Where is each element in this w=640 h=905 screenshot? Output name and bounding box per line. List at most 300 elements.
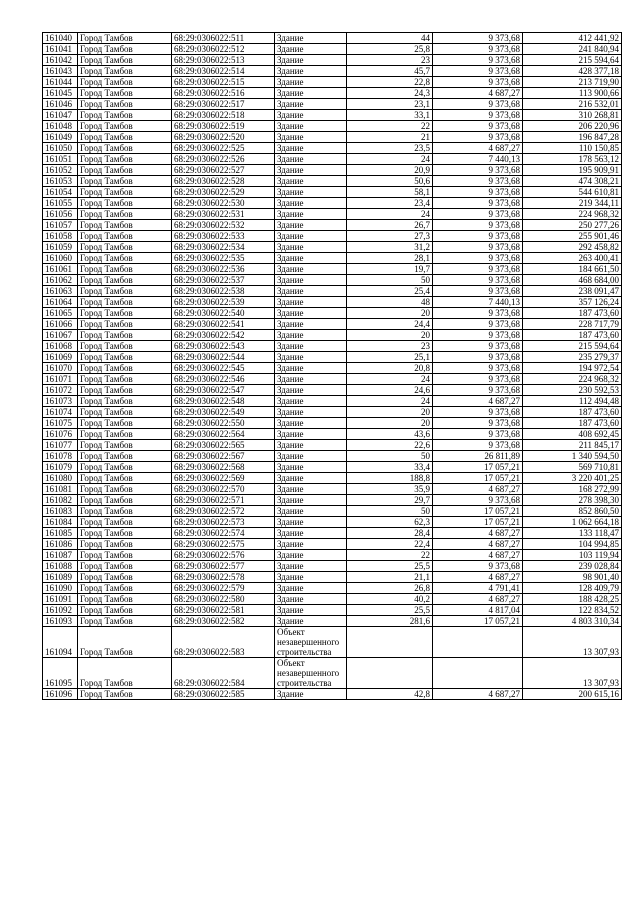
row-number-cell: 161057: [43, 220, 78, 231]
table-row: [43, 495, 622, 506]
unit-value-cell: 17 057,21: [433, 517, 523, 528]
table-row: [43, 658, 622, 689]
table-row: [43, 550, 622, 561]
area-cell: 24,3: [347, 88, 433, 99]
unit-value-cell: 9 373,68: [433, 330, 523, 341]
object-type-cell: Здание: [275, 220, 347, 231]
city-cell: Город Тамбов: [78, 429, 172, 440]
cadastral-number-cell: 68:29:0306022:517: [172, 99, 275, 110]
unit-value-cell: 9 373,68: [433, 110, 523, 121]
row-number-cell: 161042: [43, 55, 78, 66]
unit-value-cell: 4 687,27: [433, 88, 523, 99]
cadastral-value-cell: 3 220 401,25: [523, 473, 622, 484]
row-number-cell: 161058: [43, 231, 78, 242]
unit-value-cell: 9 373,68: [433, 429, 523, 440]
row-number-cell: 161087: [43, 550, 78, 561]
row-number-cell: 161062: [43, 275, 78, 286]
unit-value-cell: 4 687,27: [433, 550, 523, 561]
table-row: [43, 528, 622, 539]
cadastral-number-cell: 68:29:0306022:526: [172, 154, 275, 165]
unit-value-cell: 9 373,68: [433, 286, 523, 297]
table-row: [43, 407, 622, 418]
cadastral-value-cell: 219 344,11: [523, 198, 622, 209]
area-cell: 22,8: [347, 77, 433, 88]
cadastral-value-cell: 215 594,64: [523, 55, 622, 66]
cadastral-value-cell: 239 028,84: [523, 561, 622, 572]
unit-value-cell: 9 373,68: [433, 132, 523, 143]
area-cell: 50: [347, 451, 433, 462]
cadastral-value-cell: 195 909,91: [523, 165, 622, 176]
area-cell: 20: [347, 330, 433, 341]
cadastral-number-cell: 68:29:0306022:574: [172, 528, 275, 539]
unit-value-cell: 9 373,68: [433, 407, 523, 418]
unit-value-cell: 9 373,68: [433, 561, 523, 572]
cadastral-value-cell: 184 661,50: [523, 264, 622, 275]
object-type-cell: Здание: [275, 66, 347, 77]
cadastral-value-cell: 113 900,66: [523, 88, 622, 99]
area-cell: 40,2: [347, 594, 433, 605]
object-type-cell: Здание: [275, 352, 347, 363]
unit-value-cell: 9 373,68: [433, 385, 523, 396]
unit-value-cell: [433, 658, 523, 689]
table-row: [43, 275, 622, 286]
unit-value-cell: 26 811,89: [433, 451, 523, 462]
city-cell: Город Тамбов: [78, 528, 172, 539]
object-type-cell: Объект незавершенного строительства: [275, 658, 347, 689]
unit-value-cell: 9 373,68: [433, 44, 523, 55]
unit-value-cell: [433, 627, 523, 658]
city-cell: Город Тамбов: [78, 363, 172, 374]
object-type-cell: Здание: [275, 374, 347, 385]
object-type-cell: Здание: [275, 165, 347, 176]
table-row: [43, 176, 622, 187]
object-type-cell: Здание: [275, 418, 347, 429]
table-row: [43, 506, 622, 517]
cadastral-number-cell: 68:29:0306022:543: [172, 341, 275, 352]
area-cell: 50: [347, 275, 433, 286]
table-row: [43, 594, 622, 605]
object-type-cell: Здание: [275, 473, 347, 484]
area-cell: 23,1: [347, 99, 433, 110]
cadastral-value-cell: 194 972,54: [523, 363, 622, 374]
cadastral-value-cell: 241 840,94: [523, 44, 622, 55]
object-type-cell: Здание: [275, 242, 347, 253]
object-type-cell: Здание: [275, 561, 347, 572]
object-type-cell: Здание: [275, 341, 347, 352]
table-row: [43, 242, 622, 253]
object-type-cell: Здание: [275, 297, 347, 308]
row-number-cell: 161075: [43, 418, 78, 429]
city-cell: Город Тамбов: [78, 55, 172, 66]
city-cell: Город Тамбов: [78, 33, 172, 44]
row-number-cell: 161045: [43, 88, 78, 99]
unit-value-cell: 9 373,68: [433, 198, 523, 209]
object-type-cell: Здание: [275, 616, 347, 627]
table-row: [43, 253, 622, 264]
area-cell: 25,5: [347, 605, 433, 616]
city-cell: Город Тамбов: [78, 462, 172, 473]
table-row: [43, 583, 622, 594]
row-number-cell: 161068: [43, 341, 78, 352]
table-row: [43, 286, 622, 297]
unit-value-cell: 9 373,68: [433, 66, 523, 77]
table-row: [43, 154, 622, 165]
row-number-cell: 161077: [43, 440, 78, 451]
cadastral-value-cell: 544 610,81: [523, 187, 622, 198]
row-number-cell: 161061: [43, 264, 78, 275]
table-row: [43, 319, 622, 330]
area-cell: 50,6: [347, 176, 433, 187]
unit-value-cell: 9 373,68: [433, 176, 523, 187]
city-cell: Город Тамбов: [78, 407, 172, 418]
object-type-cell: Здание: [275, 143, 347, 154]
cadastral-value-cell: 357 126,24: [523, 297, 622, 308]
cadastral-number-cell: 68:29:0306022:519: [172, 121, 275, 132]
row-number-cell: 161053: [43, 176, 78, 187]
unit-value-cell: 9 373,68: [433, 352, 523, 363]
cadastral-value-cell: 1 340 594,50: [523, 451, 622, 462]
unit-value-cell: 4 687,27: [433, 689, 523, 700]
cadastral-value-cell: 215 594,64: [523, 341, 622, 352]
cadastral-value-cell: 128 409,79: [523, 583, 622, 594]
cadastral-value-cell: 230 592,53: [523, 385, 622, 396]
city-cell: Город Тамбов: [78, 385, 172, 396]
unit-value-cell: 9 373,68: [433, 165, 523, 176]
row-number-cell: 161095: [43, 658, 78, 689]
unit-value-cell: 9 373,68: [433, 308, 523, 319]
city-cell: Город Тамбов: [78, 264, 172, 275]
unit-value-cell: 9 373,68: [433, 253, 523, 264]
cadastral-number-cell: 68:29:0306022:528: [172, 176, 275, 187]
area-cell: 43,6: [347, 429, 433, 440]
cadastral-value-cell: 98 901,40: [523, 572, 622, 583]
unit-value-cell: 4 687,27: [433, 594, 523, 605]
area-cell: 281,6: [347, 616, 433, 627]
object-type-cell: Здание: [275, 495, 347, 506]
unit-value-cell: 9 373,68: [433, 99, 523, 110]
table-row: [43, 396, 622, 407]
unit-value-cell: 9 373,68: [433, 319, 523, 330]
row-number-cell: 161046: [43, 99, 78, 110]
object-type-cell: Здание: [275, 330, 347, 341]
cadastral-value-cell: 224 968,32: [523, 374, 622, 385]
city-cell: Город Тамбов: [78, 473, 172, 484]
row-number-cell: 161073: [43, 396, 78, 407]
city-cell: Город Тамбов: [78, 176, 172, 187]
cadastral-number-cell: 68:29:0306022:516: [172, 88, 275, 99]
city-cell: Город Тамбов: [78, 517, 172, 528]
area-cell: 24: [347, 209, 433, 220]
row-number-cell: 161048: [43, 121, 78, 132]
table-row: [43, 462, 622, 473]
object-type-cell: Здание: [275, 407, 347, 418]
object-type-cell: Здание: [275, 429, 347, 440]
object-type-cell: Здание: [275, 462, 347, 473]
row-number-cell: 161052: [43, 165, 78, 176]
row-number-cell: 161090: [43, 583, 78, 594]
table-row: [43, 44, 622, 55]
city-cell: Город Тамбов: [78, 121, 172, 132]
row-number-cell: 161069: [43, 352, 78, 363]
area-cell: 25,5: [347, 561, 433, 572]
row-number-cell: 161088: [43, 561, 78, 572]
cadastral-value-cell: 408 692,45: [523, 429, 622, 440]
cadastral-value-cell: 206 220,96: [523, 121, 622, 132]
city-cell: Город Тамбов: [78, 561, 172, 572]
row-number-cell: 161051: [43, 154, 78, 165]
unit-value-cell: 4 687,27: [433, 572, 523, 583]
area-cell: 24,6: [347, 385, 433, 396]
object-type-cell: Здание: [275, 110, 347, 121]
unit-value-cell: 4 687,27: [433, 143, 523, 154]
table-row: [43, 352, 622, 363]
unit-value-cell: 9 373,68: [433, 77, 523, 88]
cadastral-value-cell: 224 968,32: [523, 209, 622, 220]
table-row: [43, 33, 622, 44]
table-row: [43, 616, 622, 627]
city-cell: Город Тамбов: [78, 154, 172, 165]
table-row: [43, 330, 622, 341]
cadastral-number-cell: 68:29:0306022:534: [172, 242, 275, 253]
cadastral-number-cell: 68:29:0306022:576: [172, 550, 275, 561]
area-cell: 26,8: [347, 583, 433, 594]
cadastral-number-cell: 68:29:0306022:540: [172, 308, 275, 319]
area-cell: 25,8: [347, 44, 433, 55]
area-cell: 28,1: [347, 253, 433, 264]
object-type-cell: Здание: [275, 517, 347, 528]
area-cell: [347, 627, 433, 658]
table-row: [43, 572, 622, 583]
table-row: [43, 429, 622, 440]
cadastral-number-cell: 68:29:0306022:536: [172, 264, 275, 275]
area-cell: 27,3: [347, 231, 433, 242]
city-cell: Город Тамбов: [78, 297, 172, 308]
area-cell: 24,4: [347, 319, 433, 330]
object-type-cell: Здание: [275, 154, 347, 165]
cadastral-number-cell: 68:29:0306022:518: [172, 110, 275, 121]
cadastral-value-cell: 255 901,46: [523, 231, 622, 242]
cadastral-value-cell: 187 473,60: [523, 407, 622, 418]
cadastral-number-cell: 68:29:0306022:539: [172, 297, 275, 308]
object-type-cell: Здание: [275, 55, 347, 66]
cadastral-number-cell: 68:29:0306022:512: [172, 44, 275, 55]
unit-value-cell: 4 791,41: [433, 583, 523, 594]
object-type-cell: Здание: [275, 132, 347, 143]
city-cell: Город Тамбов: [78, 506, 172, 517]
table-row: [43, 561, 622, 572]
cadastral-number-cell: 68:29:0306022:527: [172, 165, 275, 176]
area-cell: 22: [347, 550, 433, 561]
city-cell: Город Тамбов: [78, 583, 172, 594]
city-cell: Город Тамбов: [78, 352, 172, 363]
row-number-cell: 161076: [43, 429, 78, 440]
object-type-cell: Здание: [275, 451, 347, 462]
cadastral-number-cell: 68:29:0306022:578: [172, 572, 275, 583]
row-number-cell: 161084: [43, 517, 78, 528]
city-cell: Город Тамбов: [78, 99, 172, 110]
cadastral-value-cell: 188 428,25: [523, 594, 622, 605]
cadastral-value-cell: 196 847,28: [523, 132, 622, 143]
unit-value-cell: 4 687,27: [433, 396, 523, 407]
row-number-cell: 161083: [43, 506, 78, 517]
cadastral-value-cell: 569 710,81: [523, 462, 622, 473]
object-type-cell: Здание: [275, 689, 347, 700]
city-cell: Город Тамбов: [78, 165, 172, 176]
cadastral-value-cell: 4 803 310,34: [523, 616, 622, 627]
city-cell: Город Тамбов: [78, 374, 172, 385]
cadastral-number-cell: 68:29:0306022:570: [172, 484, 275, 495]
object-type-cell: Здание: [275, 198, 347, 209]
area-cell: 20: [347, 308, 433, 319]
unit-value-cell: 4 817,04: [433, 605, 523, 616]
table-row: [43, 627, 622, 658]
cadastral-value-cell: 428 377,18: [523, 66, 622, 77]
object-type-cell: Здание: [275, 231, 347, 242]
table-row: [43, 165, 622, 176]
row-number-cell: 161064: [43, 297, 78, 308]
unit-value-cell: 9 373,68: [433, 220, 523, 231]
city-cell: Город Тамбов: [78, 539, 172, 550]
cadastral-number-cell: 68:29:0306022:572: [172, 506, 275, 517]
unit-value-cell: 4 687,27: [433, 528, 523, 539]
object-type-cell: Здание: [275, 209, 347, 220]
cadastral-value-cell: 238 091,47: [523, 286, 622, 297]
table-row: [43, 88, 622, 99]
cadastral-value-cell: 263 400,41: [523, 253, 622, 264]
cadastral-number-cell: 68:29:0306022:548: [172, 396, 275, 407]
table-row: [43, 132, 622, 143]
cadastral-number-cell: 68:29:0306022:582: [172, 616, 275, 627]
row-number-cell: 161071: [43, 374, 78, 385]
city-cell: Город Тамбов: [78, 341, 172, 352]
row-number-cell: 161091: [43, 594, 78, 605]
unit-value-cell: 7 440,13: [433, 154, 523, 165]
table-row: [43, 539, 622, 550]
row-number-cell: 161049: [43, 132, 78, 143]
area-cell: 23,5: [347, 143, 433, 154]
table-body: [43, 33, 622, 700]
city-cell: Город Тамбов: [78, 451, 172, 462]
object-type-cell: Здание: [275, 275, 347, 286]
table-row: [43, 66, 622, 77]
cadastral-value-cell: 852 860,50: [523, 506, 622, 517]
cadastral-number-cell: 68:29:0306022:569: [172, 473, 275, 484]
row-number-cell: 161065: [43, 308, 78, 319]
row-number-cell: 161078: [43, 451, 78, 462]
area-cell: 33,1: [347, 110, 433, 121]
cadastral-number-cell: 68:29:0306022:564: [172, 429, 275, 440]
table-row: [43, 187, 622, 198]
object-type-cell: Здание: [275, 319, 347, 330]
city-cell: Город Тамбов: [78, 231, 172, 242]
row-number-cell: 161070: [43, 363, 78, 374]
cadastral-value-cell: 104 994,85: [523, 539, 622, 550]
unit-value-cell: 7 440,13: [433, 297, 523, 308]
cadastral-value-cell: 13 307,93: [523, 658, 622, 689]
table-row: [43, 517, 622, 528]
city-cell: Город Тамбов: [78, 572, 172, 583]
unit-value-cell: 9 373,68: [433, 275, 523, 286]
row-number-cell: 161080: [43, 473, 78, 484]
cadastral-number-cell: 68:29:0306022:581: [172, 605, 275, 616]
object-type-cell: Здание: [275, 440, 347, 451]
cadastral-value-table: [42, 32, 622, 700]
cadastral-number-cell: 68:29:0306022:573: [172, 517, 275, 528]
table-row: [43, 484, 622, 495]
cadastral-number-cell: 68:29:0306022:545: [172, 363, 275, 374]
row-number-cell: 161086: [43, 539, 78, 550]
row-number-cell: 161067: [43, 330, 78, 341]
object-type-cell: Здание: [275, 539, 347, 550]
city-cell: Город Тамбов: [78, 594, 172, 605]
area-cell: 28,4: [347, 528, 433, 539]
cadastral-number-cell: 68:29:0306022:511: [172, 33, 275, 44]
cadastral-value-cell: 250 277,26: [523, 220, 622, 231]
object-type-cell: Здание: [275, 99, 347, 110]
object-type-cell: Здание: [275, 528, 347, 539]
cadastral-number-cell: 68:29:0306022:544: [172, 352, 275, 363]
cadastral-value-cell: 278 398,30: [523, 495, 622, 506]
cadastral-number-cell: 68:29:0306022:530: [172, 198, 275, 209]
row-number-cell: 161079: [43, 462, 78, 473]
unit-value-cell: 4 687,27: [433, 539, 523, 550]
area-cell: 19,7: [347, 264, 433, 275]
unit-value-cell: 4 687,27: [433, 484, 523, 495]
area-cell: 29,7: [347, 495, 433, 506]
cadastral-number-cell: 68:29:0306022:520: [172, 132, 275, 143]
city-cell: Город Тамбов: [78, 330, 172, 341]
row-number-cell: 161074: [43, 407, 78, 418]
table-row: [43, 55, 622, 66]
city-cell: Город Тамбов: [78, 209, 172, 220]
city-cell: Город Тамбов: [78, 143, 172, 154]
city-cell: Город Тамбов: [78, 484, 172, 495]
cadastral-number-cell: 68:29:0306022:567: [172, 451, 275, 462]
row-number-cell: 161066: [43, 319, 78, 330]
area-cell: 24: [347, 396, 433, 407]
cadastral-number-cell: 68:29:0306022:514: [172, 66, 275, 77]
city-cell: Город Тамбов: [78, 550, 172, 561]
city-cell: Город Тамбов: [78, 242, 172, 253]
unit-value-cell: 9 373,68: [433, 374, 523, 385]
row-number-cell: 161056: [43, 209, 78, 220]
cadastral-value-cell: 112 494,48: [523, 396, 622, 407]
table-row: [43, 264, 622, 275]
cadastral-value-cell: 103 119,94: [523, 550, 622, 561]
unit-value-cell: 9 373,68: [433, 418, 523, 429]
area-cell: 22: [347, 121, 433, 132]
cadastral-value-cell: 213 719,90: [523, 77, 622, 88]
area-cell: 35,9: [347, 484, 433, 495]
cadastral-value-cell: 168 272,99: [523, 484, 622, 495]
cadastral-number-cell: 68:29:0306022:547: [172, 385, 275, 396]
cadastral-number-cell: 68:29:0306022:537: [172, 275, 275, 286]
area-cell: 50: [347, 506, 433, 517]
cadastral-number-cell: 68:29:0306022:577: [172, 561, 275, 572]
table-row: [43, 418, 622, 429]
city-cell: Город Тамбов: [78, 418, 172, 429]
area-cell: 33,4: [347, 462, 433, 473]
object-type-cell: Здание: [275, 594, 347, 605]
row-number-cell: 161054: [43, 187, 78, 198]
row-number-cell: 161059: [43, 242, 78, 253]
object-type-cell: Здание: [275, 176, 347, 187]
table-row: [43, 231, 622, 242]
city-cell: Город Тамбов: [78, 220, 172, 231]
cadastral-number-cell: 68:29:0306022:585: [172, 689, 275, 700]
area-cell: 48: [347, 297, 433, 308]
city-cell: Город Тамбов: [78, 88, 172, 99]
